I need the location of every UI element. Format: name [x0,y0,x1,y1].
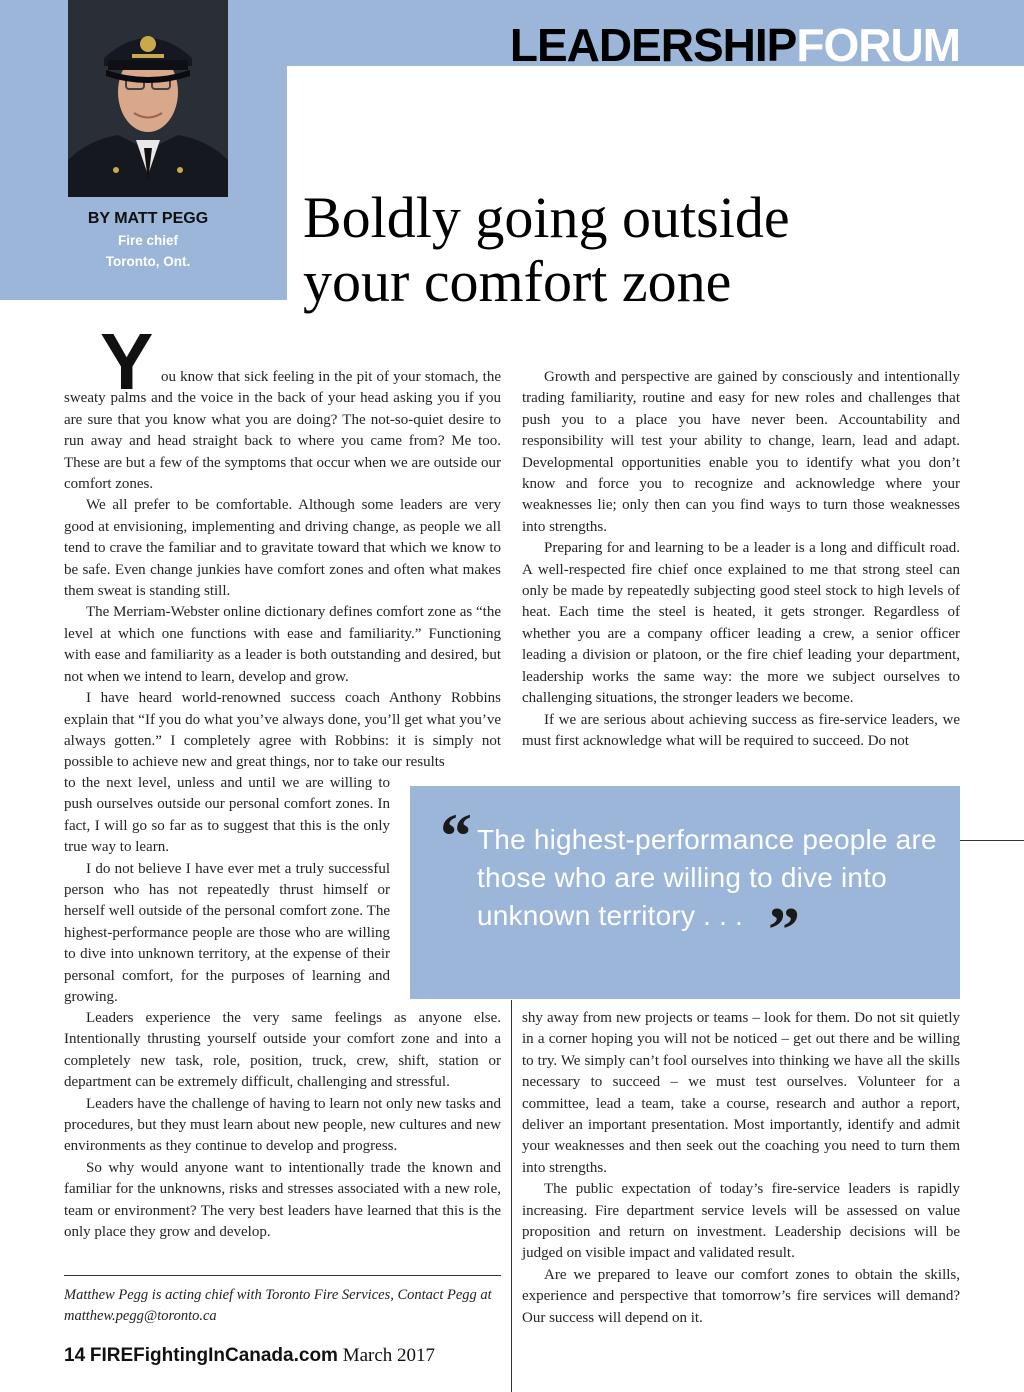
divider [960,840,1024,841]
divider [64,1275,501,1276]
byline-title: Fire chief [117,233,179,248]
author-bio: Matthew Pegg is acting chief with Toronto Fire Services, Contact Pegg at matthew.pegg@toronto.ca [64,1287,492,1324]
section-title-forum: FORUM [796,22,960,66]
article-left-column-narrow [64,773,390,1008]
headline-line-1: Boldly going outside [303,185,790,250]
article-left-column-upper [64,367,501,774]
pull-quote-text: The highest-performance people are those who are willing to dive into unknown territory . . . [477,824,937,931]
open-quote-mark: “ [440,800,472,871]
section-title-lead: LEADERSHIP [509,22,797,66]
byline [68,208,228,272]
article-left-column-lower [64,1008,501,1243]
article-paragraph: The Merriam-Webster online dictionary defines comfort zone as “the level at which one functions with ease and familiarity.” Functioning with ease and familiarity as a leader is both outstanding and desired, but not when we intend to learn, develop and grow. [64,604,501,685]
close-quote-mark: ” [768,894,800,965]
article-paragraph: Growth and perspective are gained by consciously and intentionally trading familiarity, routine and easy for new roles and challenges that push you to a place you have never been. Accountability and responsibility will test your ability to change, learn, lead and adapt. Developmental opportunities enable you to identify what you don’t know and force you to recognize and acknowledge where your weaknesses lie; only then can you find ways to turn those weaknesses into strengths. [522,369,960,535]
author-photo [68,0,228,197]
article-paragraph: shy away from new projects or teams – look for them. Do not sit quietly in a corner hoping you will not be noticed – get out there and be willing to try. We simply can’t fool ourselves into thinking we have all the skills necessary to succeed – we must test ourselves. Volunteer for a committee, lead a team, take a course, research and author a report, deliver an important presentation. Most importantly, identify and admit your weaknesses and then seek out the coaching you need to turn them into strengths. [522,1010,960,1176]
article-paragraph: Leaders have the challenge of having to learn not only new tasks and procedures, but they must learn about new people, new cultures and new environments as they continue to develop and progress. [64,1095,501,1155]
byline-location: Toronto, Ont. [105,254,191,269]
headline-line-2: your comfort zone [303,249,732,314]
pull-quote [410,786,960,999]
page-number: 14 [64,1345,86,1366]
article-paragraph: Preparing for and learning to be a leader is a long and difficult road. A well-respected fire chief once explained to me that strong steel can only be made by repeatedly subjecting good steel stock to high levels of heat. Each time the steel is heated, it gets stronger. Regardless of whether you are a company officer leading a crew, a senior officer leading a division or platoon, or the fire chief leading your department, leadership works the same way: the more we subject ourselves to challenging situations, the stronger leaders we become. [522,540,960,707]
site-name: FIREFightingInCanada.com [89,1345,338,1366]
column-divider [511,1000,512,1392]
page-footer [64,1344,435,1368]
article-paragraph: So why would anyone want to intentionally trade the known and familiar for the unknowns, risks and stresses associated with a new role, team or environment? The very best leaders have learned that this is the only place they grow and develop. [64,1159,501,1241]
article-paragraph: to the next level, unless and until we are willing to push ourselves outside our personal comfort zones. In fact, I will go so far as to suggest that this is the only true way to learn. [64,775,390,856]
article-paragraph: I do not believe I have ever met a truly successful person who has not repeatedly thrust himself or herself well outside of the personal comfort zone. The highest-performance people are those who are willing to dive into unknown territory, at the expense of their personal comfort, for the purposes of learning and growing. [64,860,390,1006]
article-right-column-upper [522,367,960,752]
article-paragraph: The public expectation of today’s fire-service leaders is rapidly increasing. Fire department service levels will be assessed on value proposition and return on investment. Leadership decisions will be judged on visible impact and validated result. [522,1181,960,1262]
drop-cap: Y [100,317,154,406]
article-paragraph: If we are serious about achieving success as fire-service leaders, we must first acknowledge what will be required to succeed. Do not [522,711,960,749]
section-title [510,22,960,66]
issue-date: March 2017 [342,1345,436,1366]
author-portrait-illustration [68,0,228,197]
article-paragraph: ou know that sick feeling in the pit of your stomach, the sweaty palms and the voice in the back of your head asking you if you are sure that you know what you are doing? The not-so-quiet desire to run away and head straight back to where you came from? Me too. These are but a few of the symptoms that occur when we are outside our comfort zones. [64,369,501,493]
article-paragraph: Are we prepared to leave our comfort zones to obtain the skills, experience and perspective that tomorrow’s fire services will demand? Our success will depend on it. [522,1266,960,1326]
article-paragraph: We all prefer to be comfortable. Although some leaders are very good at envisioning, implementing and driving change, as people we all tend to crave the familiar and to gravitate toward that which we know to be safe. Even change junkies have comfort zones and often what makes them sweat is standing still. [64,497,501,600]
article-paragraph: I have heard world-renowned success coach Anthony Robbins explain that “If you do what you’ve always done, you’ll get what you’ve always gotten.” I completely agree with Robbins: it is simply not possible to achieve new and great things, nor to take our results [64,690,501,771]
article-right-column-lower [522,1008,960,1329]
headline [303,186,1003,314]
article-paragraph: Leaders experience the very same feelings as anyone else. Intentionally thrusting yourself outside your comfort zone and into a completely new task, role, position, truck, crew, shift, station or department can be extremely difficult, challenging and stressful. [64,1010,501,1091]
byline-author: BY MATT PEGG [87,210,209,227]
